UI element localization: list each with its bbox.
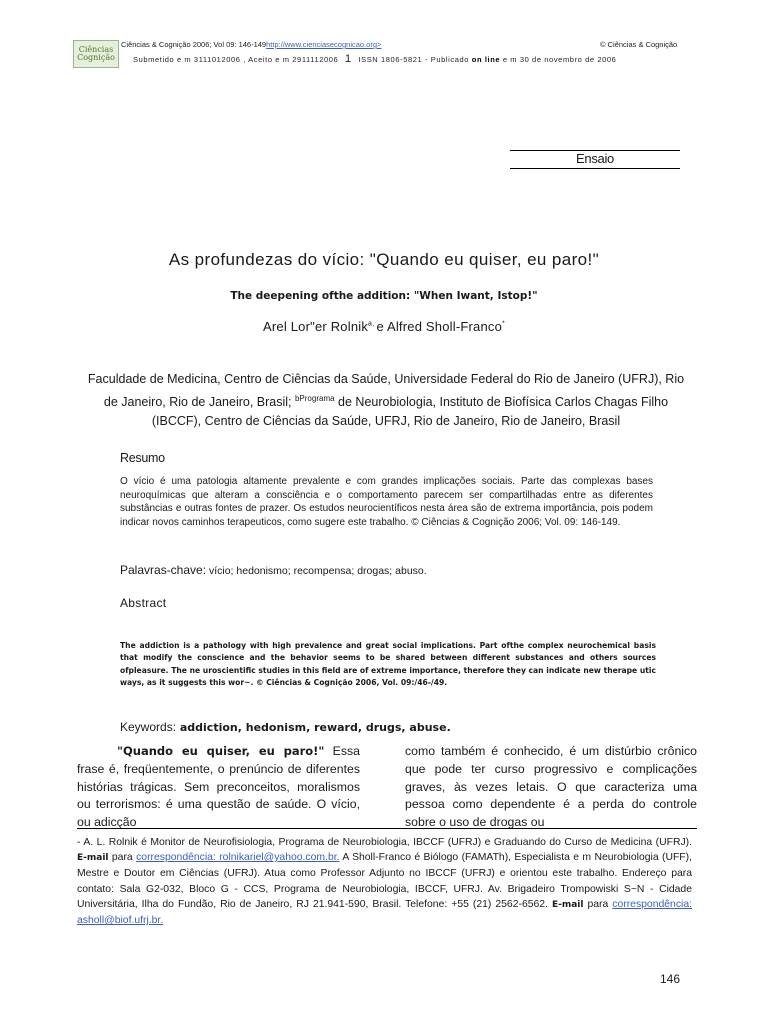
author-connector: e Alfred Sholl-Franco	[376, 319, 503, 334]
section-label: Ensaio	[576, 151, 614, 166]
copyright-notice: © Ciências & Cognição	[600, 40, 678, 49]
body-column-left	[77, 743, 360, 832]
abstract-text: The addiction is a pathology with high prevalence and great social implications. Part ofthe complex neurochemical basis that modify the conscience and the behavior seems to be shared between different substances and others sources ofpleasure. The ne uroscientific studies in this field are of extreme importance, therefore they can indicate new therape utic ways, as it suggests this wor~. © Ciências & Cognição 2006, Vol. 09:/46-/49.	[120, 641, 656, 688]
keywords-list: addiction, hedonism, reward, drugs, abuse.	[176, 721, 451, 734]
opening-quote: "Quando eu quiser, eu paro!"	[117, 744, 325, 758]
logo-text: Ciências Cognição	[77, 45, 115, 62]
affiliation-sup: bPrograma	[294, 394, 335, 403]
page-number: 146	[660, 972, 681, 986]
email-link-rolnik[interactable]: correspondência: rolnikariel@yahoo.com.br.	[136, 852, 340, 864]
footnote-part2: para	[108, 852, 137, 864]
article-title: As profundezas do vício: "Quando eu quiser, eu paro!"	[168, 250, 600, 269]
journal-logo	[73, 40, 119, 68]
submission-dates: Submetido e m 3111012006 , Aceito e m 2911112006	[133, 55, 339, 64]
palavras-chave-label: Palavras-chave:	[120, 563, 207, 577]
footnote-part4: para	[583, 898, 613, 910]
footnote-part1: - A. L. Rolnik é Monitor de Neurofisiologia, Programa de Neurobiologia, IBCCF (UFRJ) e Graduando do Curso de Medicina (UFRJ).	[77, 837, 692, 848]
footnote-rule	[77, 828, 697, 829]
published-date: e m 30 de novembro de 2006	[502, 55, 617, 64]
article-subtitle: The deepening ofthe addition: "When Iwant, Istop!"	[230, 290, 538, 302]
journal-url-link[interactable]: http://www.cienciasecognicao.org>	[266, 40, 382, 49]
body-column-right: como também é conhecido, é um distúrbio crônico que pode ter curso progressivo e complicações graves, às vezes letais. O que caracteriza uma pessoa como dependente é a perda do controle sobre o uso de drogas ou	[405, 744, 697, 830]
affiliation-part2: de Neurobiologia, Instituto de Biofísica Carlos Chagas Filho (IBCCF), Centro de Ciências da Saúde, UFRJ, Rio de Janeiro, Rio de Janeiro, Brasil	[151, 395, 669, 429]
footnote-part3: A Sholl-Franco é Biólogo (FAMATh), Especialista e m Neurobiologia (UFF), Mestre e Doutor em Ciências (UFRJ). Atua como Professor Adjunto no IBCCF (UFRJ) e orientou este trabalho. Endereço para contato: Sala G2-032, Bloco G - CCS, Programa de Neurobiologia, IBCCF, UFRJ. Av. Brigadeiro Trompowiski S~N - Cidade Universitária, Ilha do Fundão, Rio de Janeiro, RJ 21.941-590, Brasil. Telefone: +55 (21) 2562-6562.	[77, 852, 692, 910]
affiliation	[80, 370, 692, 431]
email-label: E-mail	[77, 853, 109, 864]
journal-line: Ciências & Cognição 2006; Vol 09: 146-149	[121, 40, 267, 49]
affiliation-part1: Faculdade de Medicina, Centro de Ciências da Saúde, Universidade Federal do Rio de Janeiro (UFRJ), Rio de Janeiro, Rio de Janeiro, Brasil;	[87, 372, 685, 410]
author-first-sup: a,	[368, 320, 377, 328]
resumo-heading: Resumo	[120, 451, 165, 465]
keywords	[120, 720, 451, 734]
palavras-chave	[120, 563, 427, 577]
journal-citation	[121, 40, 381, 49]
section-rule-bottom	[510, 168, 680, 169]
body-left-text: Essa frase é, freqüentemente, o prenúncio de diferentes histórias trágicas. Sem preconceitos, moralismos ou terrorismos: é uma questão de saúde. O vício, ou adicção	[77, 744, 360, 830]
online-label: on line	[471, 55, 501, 64]
keywords-label: Keywords:	[120, 720, 177, 734]
author-line	[0, 319, 768, 334]
author-first: Arel Lor"er Rolnik	[263, 319, 369, 334]
footnote	[77, 835, 692, 928]
resumo-text: O vício é uma patologia altamente prevalente e com grandes implicações sociais. Parte das complexas bases neuroquímicas que alteram a consciência e o comportamento parecem ser compartilhadas entre as diferentes substâncias e outras fontes de prazer. Os estudos neurocientíficos nesta área são de extrema importância, pois podem indicar novos caminhos terapeuticos, como sugere este trabalho. © Ciências & Cognição 2006; Vol. 09: 146-149.	[120, 476, 653, 528]
palavras-chave-list: vício; hedonismo; recompensa; drogas; abuso.	[206, 565, 427, 577]
email-link-sholl[interactable]: correspondência: asholl@biof.ufrj.br.	[77, 898, 692, 927]
email-label-2: E-mail	[551, 899, 584, 910]
issn-text: ISSN 1806-5821 - Publicado	[358, 55, 470, 64]
abstract-heading: Abstract	[120, 596, 167, 610]
submission-info	[133, 53, 616, 65]
author-second-sup: *	[502, 320, 505, 328]
page-marker: 1	[345, 53, 352, 65]
